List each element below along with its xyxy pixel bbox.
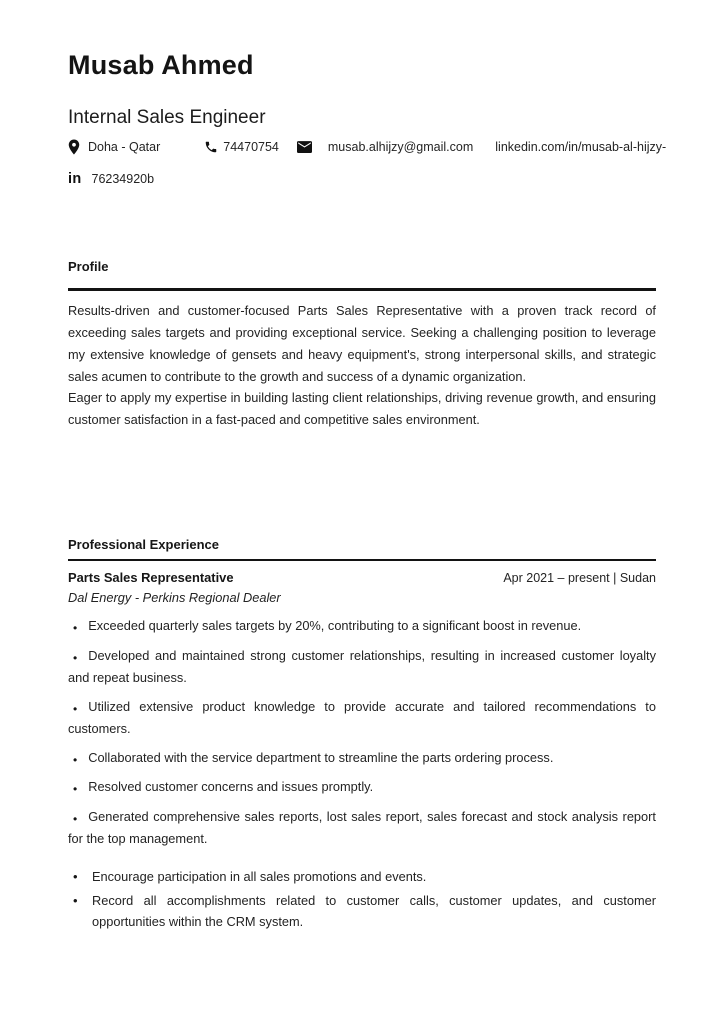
job-bullet bbox=[68, 696, 656, 740]
contact-linkedin-url-label[interactable]: linkedin.com/in/musab-al-hijzy- bbox=[495, 139, 667, 154]
contact-phone bbox=[204, 140, 279, 154]
job-date-location: Apr 2021 – present | Sudan bbox=[503, 571, 656, 586]
contact-row-2 bbox=[68, 171, 656, 187]
bullet-text: Generated comprehensive sales reports, lost sales report, sales forecast and stock analysis report for the top management. bbox=[68, 808, 656, 847]
profile-section-heading: Profile bbox=[68, 258, 109, 274]
bullet-dot: • bbox=[73, 701, 78, 716]
contact-linkedin-url[interactable] bbox=[495, 140, 666, 154]
map-pin-icon bbox=[68, 139, 80, 155]
contact-location bbox=[68, 139, 160, 155]
bullet-text: Resolved customer concerns and issues promptly. bbox=[88, 779, 374, 795]
job-company: Dal Energy - Perkins Regional Dealer bbox=[68, 590, 281, 606]
contact-location-label: Doha - Qatar bbox=[88, 139, 161, 154]
job-secondary-bullet-list bbox=[68, 866, 656, 932]
bullet-text: Record all accomplishments related to customer calls, customer updates, and customer opportunities within the CRM system. bbox=[92, 892, 656, 929]
contact-email-label[interactable]: musab.alhijzy@gmail.com bbox=[327, 139, 474, 154]
bullet-dot: • bbox=[73, 650, 78, 665]
profile-paragraph: Eager to apply my expertise in building lasting client relationships, driving revenue growth, and ensuring customer satisfaction in a fast-paced and competitive sales environment. bbox=[68, 390, 656, 428]
contact-email[interactable] bbox=[297, 140, 473, 154]
job-bullet bbox=[68, 615, 656, 638]
experience-section-rule bbox=[68, 559, 656, 561]
bullet-dot: • bbox=[73, 892, 78, 908]
person-title: Internal Sales Engineer bbox=[68, 107, 266, 129]
bullet-text: Developed and maintained strong customer relationships, resulting in increased customer loyalty and repeat business. bbox=[68, 647, 656, 686]
job-bullet bbox=[68, 645, 656, 689]
bullet-text: Encourage participation in all sales promotions and events. bbox=[92, 868, 427, 884]
job-bullet bbox=[68, 890, 656, 932]
linkedin-in-icon: in bbox=[68, 170, 82, 187]
job-bullet bbox=[68, 806, 656, 850]
profile-section-rule bbox=[68, 288, 656, 291]
bullet-dot: • bbox=[73, 782, 78, 797]
bullet-text: Collaborated with the service department to streamline the parts ordering process. bbox=[88, 749, 554, 765]
person-name: Musab Ahmed bbox=[68, 50, 254, 80]
contact-row bbox=[68, 139, 667, 155]
profile-paragraph: Results-driven and customer-focused Parts Sales Representative with a proven track record of exceeding sales targets and providing exceptional service. Seeking a challenging position to leverage my extensive knowledge of gensets and heavy equipment's, strong interpersonal skills, and strategic sales acumen to contribute to the growth and success of a dynamic organization. bbox=[68, 302, 656, 384]
job-title: Parts Sales Representative bbox=[68, 570, 234, 586]
job-bullet bbox=[68, 776, 656, 799]
experience-section-heading: Professional Experience bbox=[68, 537, 220, 553]
job-header bbox=[68, 570, 656, 585]
bullet-dot: • bbox=[73, 621, 78, 636]
bullet-dot: • bbox=[73, 752, 78, 767]
job-bullet bbox=[68, 747, 656, 770]
envelope-icon bbox=[297, 141, 312, 153]
bullet-dot: • bbox=[73, 811, 78, 826]
contact-phone-label: 74470754 bbox=[223, 139, 279, 154]
bullet-text: Exceeded quarterly sales targets by 20%, contributing to a significant boost in revenue. bbox=[88, 618, 582, 634]
contact-linkedin-id-label[interactable]: 76234920b bbox=[91, 171, 155, 186]
bullet-text: Utilized extensive product knowledge to provide accurate and tailored recommendations to customers. bbox=[68, 698, 656, 737]
job-bullet-list bbox=[68, 615, 656, 850]
bullet-dot: • bbox=[73, 868, 78, 884]
phone-icon bbox=[204, 140, 218, 154]
job-bullet bbox=[68, 866, 656, 887]
